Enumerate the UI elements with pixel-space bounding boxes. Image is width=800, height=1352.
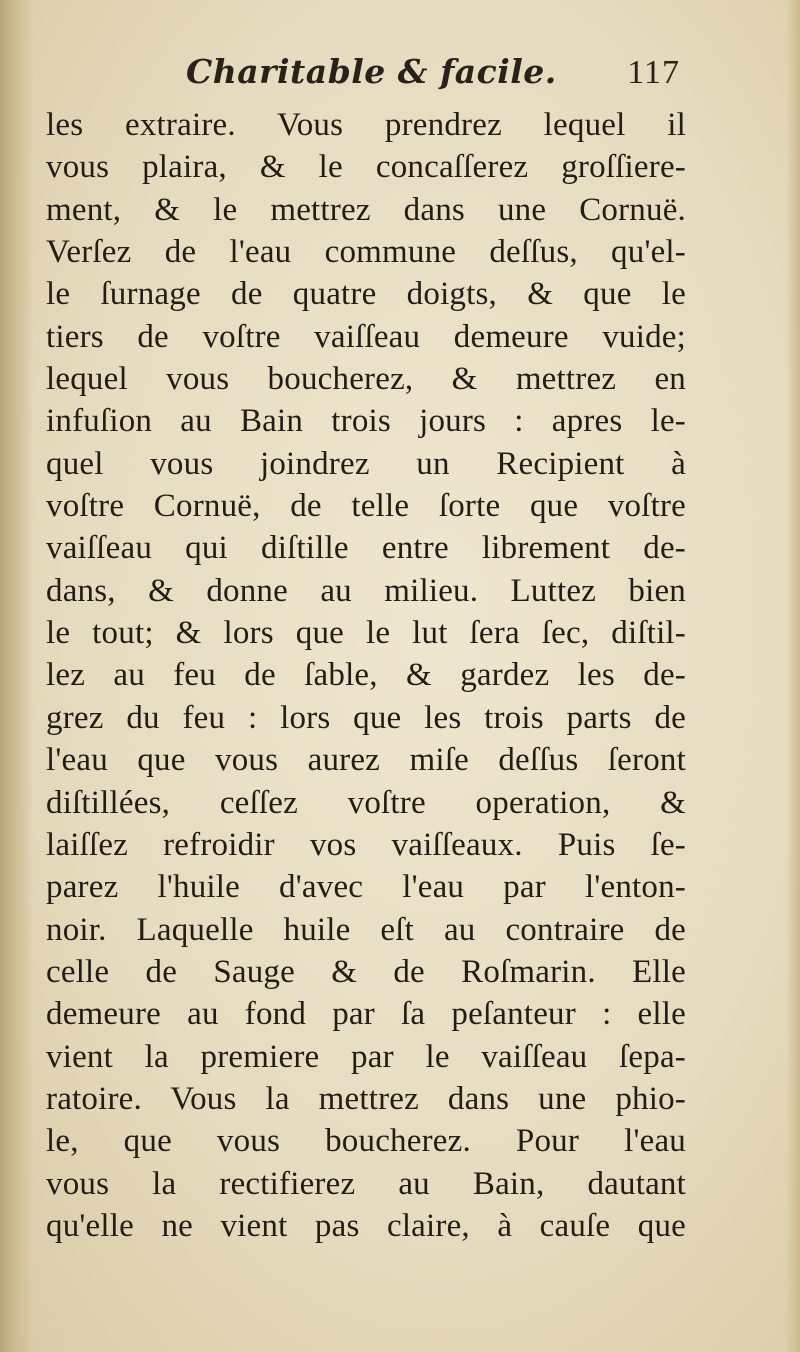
text-line: vaiſſeau qui diſtille entre librement de- — [46, 530, 686, 567]
text-line: qu'elle ne vient pas claire, à cauſe que — [46, 1207, 686, 1244]
text-line: ratoire. Vous la mettrez dans une phio- — [46, 1080, 686, 1117]
text-line: laiſſez refroidir vos vaiſſeaux. Puis ſe- — [46, 826, 686, 863]
text-line: le tout; & lors que le lut ſera ſec, diſtil- — [46, 615, 686, 652]
text-line: tiers de voſtre vaiſſeau demeure vuide; — [46, 318, 686, 355]
text-line: lez au feu de ſable, & gardez les de- — [46, 657, 686, 694]
text-line: lequel vous boucherez, & mettrez en — [46, 361, 686, 398]
text-line: l'eau que vous aurez miſe deſſus ſeront — [46, 742, 686, 779]
text-line: Verſez de l'eau commune deſſus, qu'el- — [46, 234, 686, 271]
body-text — [46, 104, 686, 1247]
binding-gutter — [0, 0, 34, 1352]
running-head — [46, 52, 680, 108]
text-line: vient la premiere par le vaiſſeau ſepa- — [46, 1038, 686, 1075]
text-line: dans, & donne au milieu. Luttez bien — [46, 572, 686, 609]
text-line: ment, & le mettrez dans une Cornuë. — [46, 191, 686, 228]
running-head-title: Charitable & facile. — [186, 52, 557, 91]
text-line: quel vous joindrez un Recipient à — [46, 445, 686, 482]
text-line: infuſion au Bain trois jours : apres le- — [46, 403, 686, 440]
text-line: parez l'huile d'avec l'eau par l'enton- — [46, 869, 686, 906]
text-line: diſtillées, ceſſez voſtre operation, & — [46, 784, 686, 821]
text-line: le ſurnage de quatre doigts, & que le — [46, 276, 686, 313]
text-line: le, que vous boucherez. Pour l'eau — [46, 1123, 686, 1160]
text-line: demeure au fond par ſa peſanteur : elle — [46, 996, 686, 1033]
page-number: 117 — [627, 54, 680, 91]
text-line: les extraire. Vous prendrez lequel il — [46, 107, 686, 143]
text-line: celle de Sauge & de Roſmarin. Elle — [46, 953, 686, 990]
text-line: grez du feu : lors que les trois parts de — [46, 699, 686, 736]
text-line: vous plaira, & le concaſſerez groſſiere- — [46, 149, 686, 186]
text-line: voſtre Cornuë, de telle ſorte que voſtre — [46, 488, 686, 525]
text-line: noir. Laquelle huile eſt au contraire de — [46, 911, 686, 948]
page-edge — [786, 0, 800, 1352]
text-line: vous la rectifierez au Bain, dautant — [46, 1165, 686, 1202]
